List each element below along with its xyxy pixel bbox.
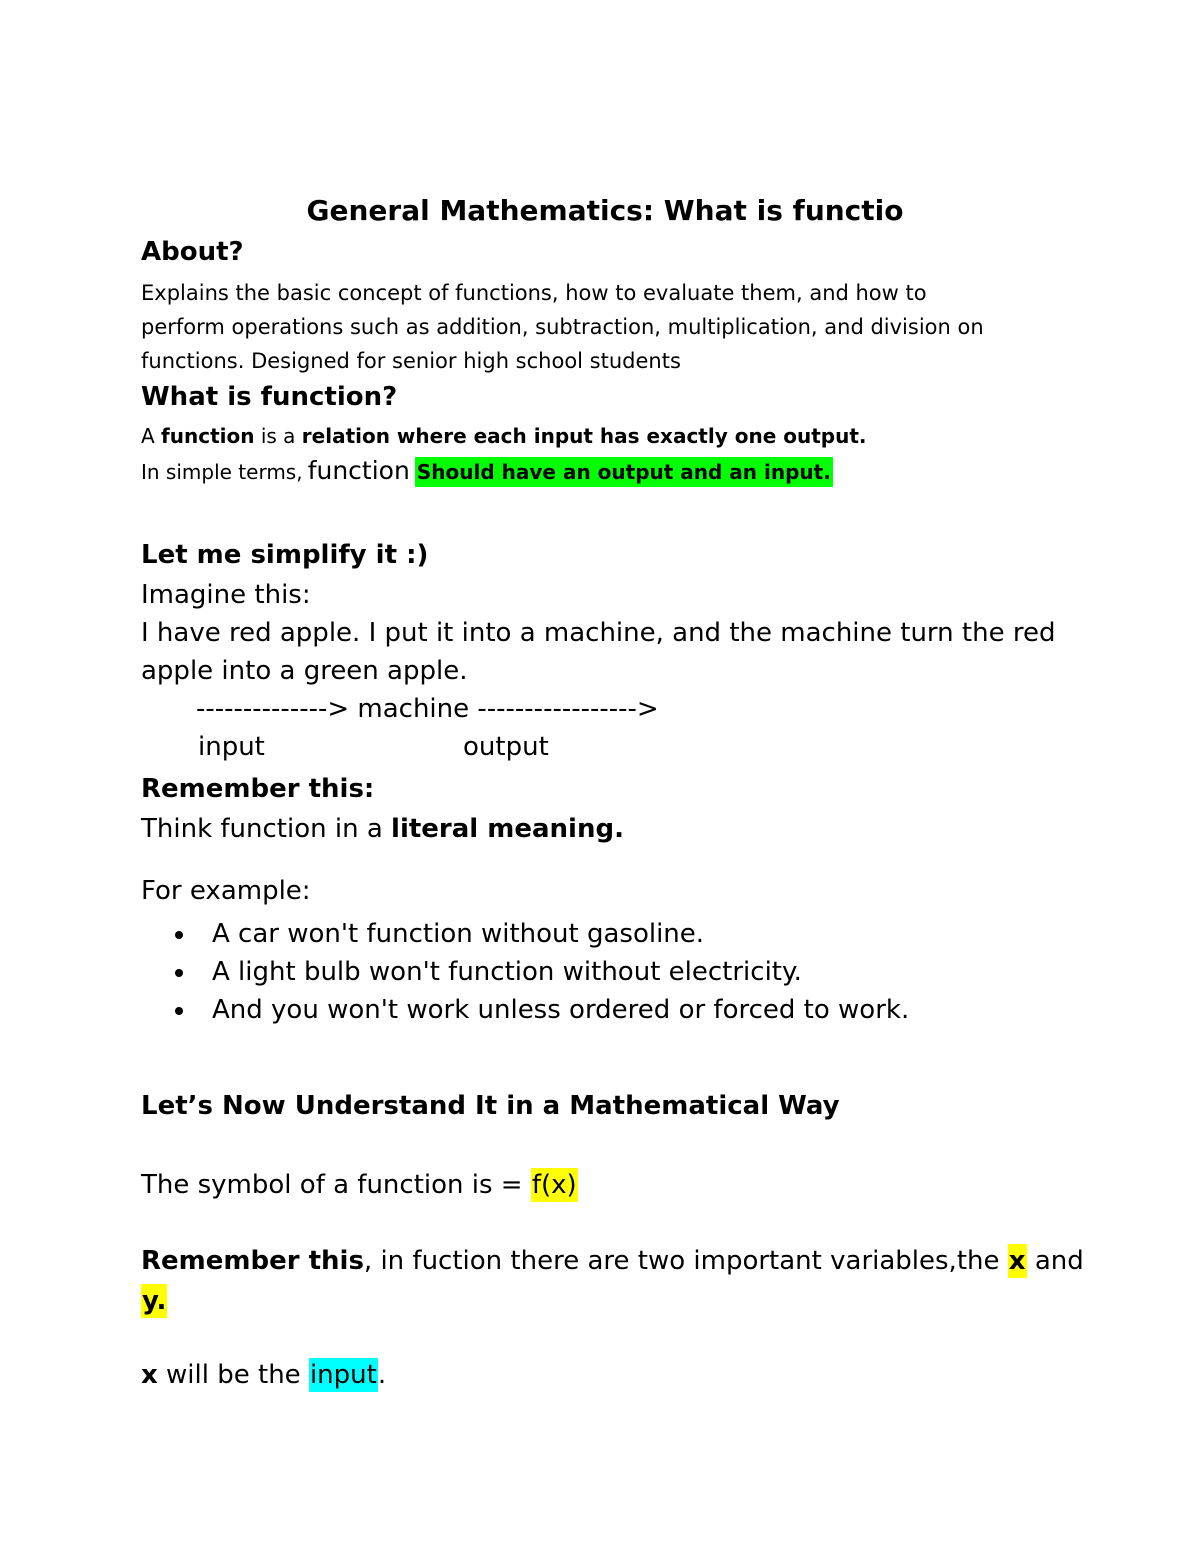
example-list: [141, 915, 909, 1029]
apple-line-2: apple into a green apple.: [141, 656, 468, 686]
simple-terms-line: In simple terms, function Should have an output and an input.: [141, 456, 831, 485]
remember-heading: Remember this:: [141, 774, 375, 804]
list-item: A car won't function without gasoline.: [141, 915, 909, 953]
x-highlight: x: [1008, 1246, 1026, 1276]
math-heading: Let’s Now Understand It in a Mathematical Way: [141, 1091, 840, 1121]
remember-variables-line: Remember this, in fuction there are two important variables,the x and: [141, 1246, 1084, 1276]
output-label: output: [463, 732, 549, 762]
about-heading: About?: [141, 237, 244, 267]
y-highlight: y.: [142, 1286, 167, 1316]
about-line-3: functions. Designed for senior high school students: [141, 349, 681, 373]
list-item: And you won't work unless ordered or forced to work.: [141, 991, 909, 1029]
about-paragraph: [141, 276, 984, 378]
function-term: function: [161, 424, 255, 448]
example-label: For example:: [141, 876, 311, 906]
about-line-2: perform operations such as addition, subtraction, multiplication, and division on: [141, 315, 984, 339]
bullet-icon: [175, 969, 183, 977]
green-highlight: Should have an output and an input.: [415, 457, 833, 487]
list-item: A light bulb won't function without electricity.: [141, 953, 909, 991]
symbol-highlight: f(x): [531, 1170, 577, 1200]
input-label: input: [198, 732, 265, 762]
about-line-1: Explains the basic concept of functions, how to evaluate them, and how to: [141, 281, 927, 305]
x-input-line: x will be the input.: [141, 1360, 387, 1390]
y-line: [141, 1286, 167, 1316]
symbol-line: The symbol of a function is = f(x): [141, 1170, 577, 1200]
simplify-heading: Let me simplify it :): [141, 540, 429, 570]
function-definition: A function is a relation where each input has exactly one output.: [141, 424, 867, 448]
input-highlight: input: [309, 1360, 377, 1390]
imagine-text: Imagine this:: [141, 580, 311, 610]
machine-diagram: --------------> machine ----------------->: [196, 694, 659, 724]
page-title: General Mathematics: What is functio: [306, 194, 904, 227]
remember-text: Think function in a literal meaning.: [141, 814, 624, 844]
apple-line-1: I have red apple. I put it into a machine, and the machine turn the red: [141, 618, 1056, 648]
what-is-heading: What is function?: [141, 382, 398, 412]
bullet-icon: [175, 1007, 183, 1015]
bullet-icon: [175, 931, 183, 939]
